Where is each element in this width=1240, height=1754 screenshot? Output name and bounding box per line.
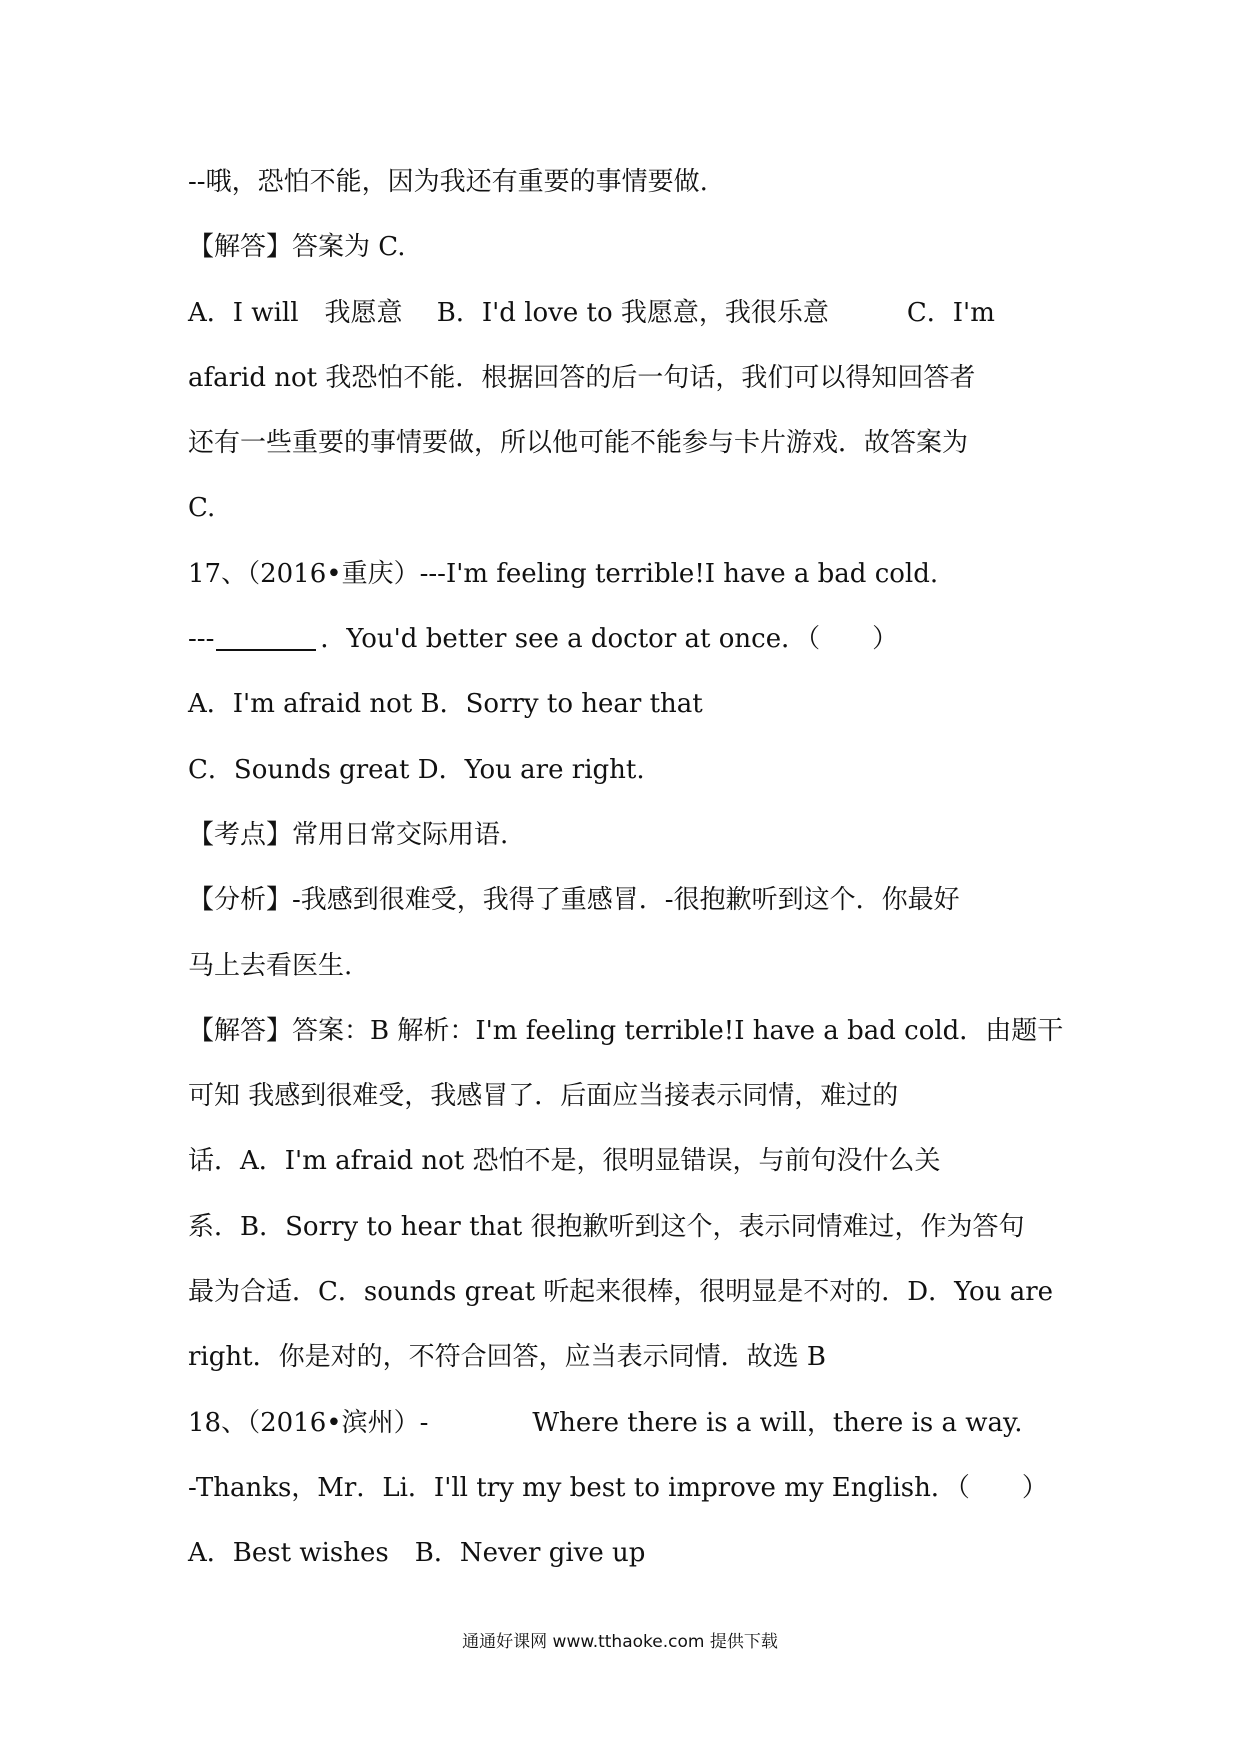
- document-body: [188, 150, 1064, 1587]
- answer-line: 可知 我感到很难受，我感冒了．后面应当接表示同情，难过的: [188, 1081, 899, 1112]
- analysis-line: 马上去看医生.: [188, 950, 353, 981]
- text-line: C.: [188, 493, 216, 524]
- answer-blank: [216, 625, 316, 651]
- dash-prefix: ---: [188, 624, 215, 655]
- footer-text: 通通好课网 www.tthaoke.com 提供下载: [462, 1632, 778, 1652]
- answer-heading: 【解答】答案为 C.: [188, 232, 406, 263]
- question-17-options-cd: C．Sounds great D．You are right.: [188, 754, 645, 785]
- answer-line: 【解答】答案：B 解析：I'm feeling terrible!I have a bad cold．由题干: [188, 1015, 1064, 1046]
- question-18-options-ab: A．Best wishes B．Never give up: [188, 1538, 646, 1569]
- analysis-line: 【分析】-我感到很难受，我得了重感冒．-很抱歉听到这个．你最好: [188, 885, 960, 916]
- text-line: afarid not 我恐怕不能．根据回答的后一句话，我们可以得知回答者: [188, 362, 976, 393]
- question-17-stem: 17、（2016•重庆）---I'm feeling terrible!I have a bad cold.: [188, 558, 939, 589]
- text-line: --哦，恐怕不能，因为我还有重要的事情要做.: [188, 167, 708, 197]
- answer-line: right．你是对的，不符合回答，应当表示同情．故选 B: [188, 1342, 826, 1373]
- answer-line: 系．B．Sorry to hear that 很抱歉听到这个，表示同情难过，作为答句: [188, 1211, 1025, 1242]
- blank-line-text: ．You'd better see a doctor at once．（ ）: [320, 624, 899, 655]
- question-18-response: -Thanks，Mr．Li．I'll try my best to improve my English．（ ）: [188, 1472, 1048, 1503]
- answer-line: 话．A．I'm afraid not 恐怕不是，很明显错误，与前句没什么关: [188, 1146, 941, 1177]
- question-17-blank-line: [188, 607, 1058, 672]
- text-line: 还有一些重要的事情要做，所以他可能不能参与卡片游戏．故答案为: [188, 428, 969, 459]
- question-17-options-ab: A．I'm afraid not B．Sorry to hear that: [188, 689, 703, 720]
- text-line: A．I will 我愿意 B．I'd love to 我愿意，我很乐意 C．I'm: [188, 297, 995, 328]
- knowledge-point: 【考点】常用日常交际用语.: [188, 819, 509, 850]
- question-18-stem: 18、（2016•滨州）- Where there is a will，there is a way.: [188, 1407, 1023, 1438]
- answer-line: 最为合适．C．sounds great 听起来很棒，很明显是不对的．D．You are: [188, 1277, 1054, 1308]
